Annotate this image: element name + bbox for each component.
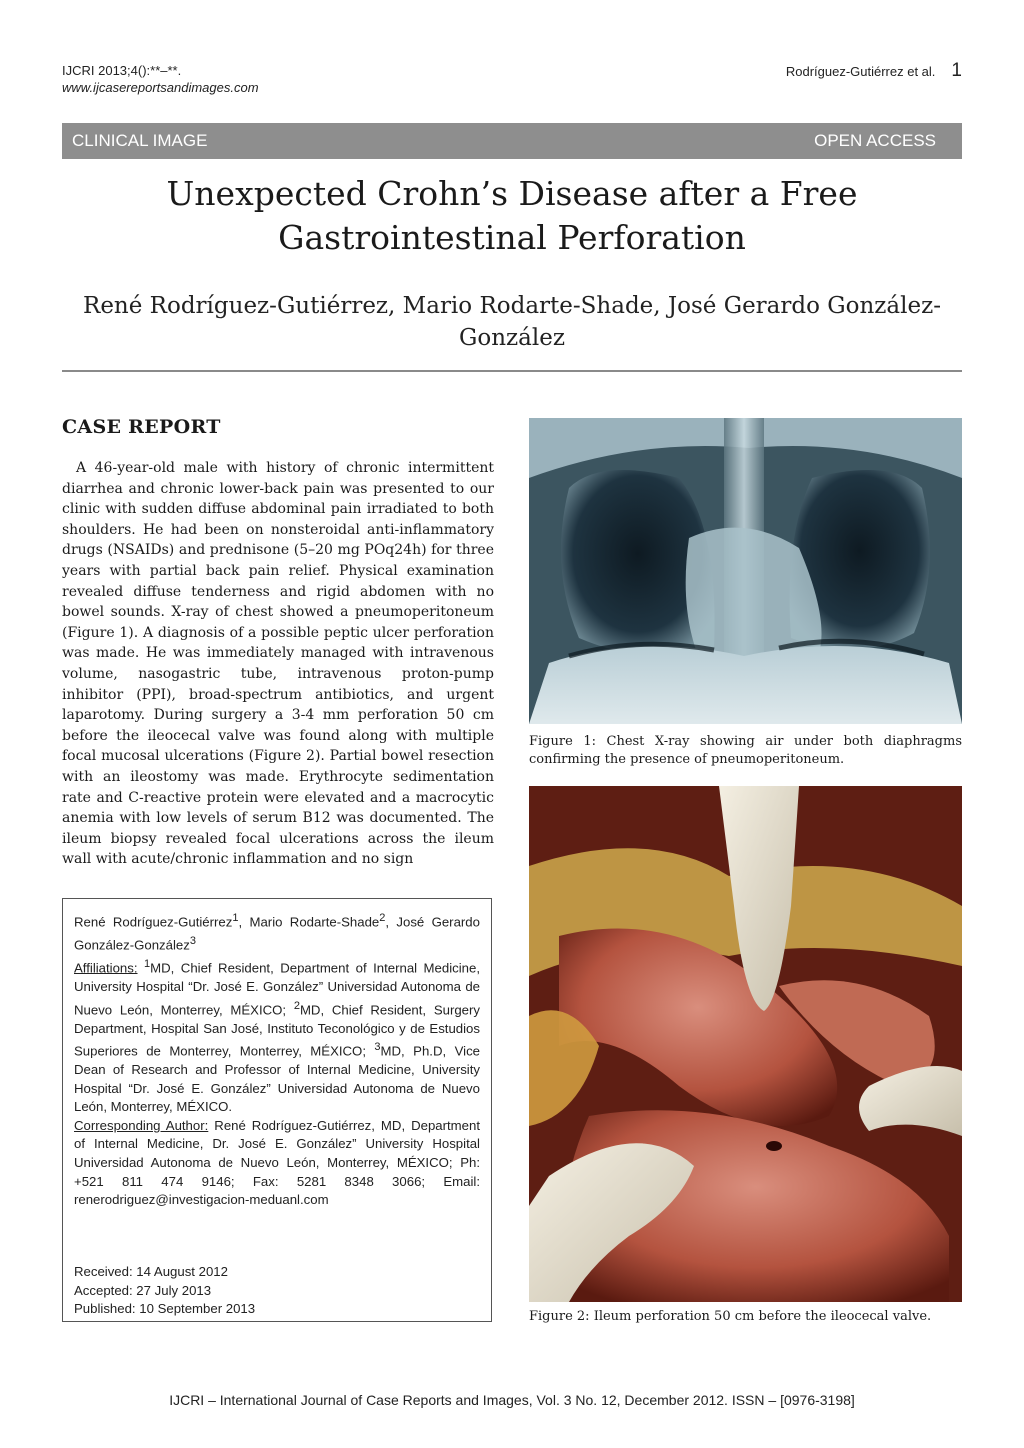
journal-citation-block xyxy=(62,62,259,96)
ileum-photo-image xyxy=(529,786,962,1302)
accepted-date: Accepted: 27 July 2013 xyxy=(74,1282,212,1298)
figure-1-caption: Figure 1: Chest X-ray showing air under both diaphragms confirming the presence of pneumoperitoneum. xyxy=(529,734,962,767)
info-authors: René Rodríguez-Gutiérrez$^1$, Mario Rodarte-Shade$^2$, José Gerardo González-González$^3$ xyxy=(74,912,480,953)
journal-url[interactable]: www.ijcasereportsandimages.com xyxy=(62,80,259,95)
affiliations: Affiliations: $^1$MD, Chief Resident, Department of Internal Medicine, University Hospital “Dr. José E. González” Universidad Autonoma de Nuevo León, Monterrey, MÉXICO; $^2$MD, Chief Resident, Surgery Department, Hospital San José, Instituto Teconológico y de Estudios Superiores de Monterrey, Monterrey, MÉXICO; $^3$MD, Ph.D, Vice Dean of Research and Professor of Internal Medicine, University Hospital “Dr. José E. González” Universidad Autonoma de Nuevo León, Monterrey, MÉXICO. xyxy=(74,957,480,1115)
received-date: Received: 14 August 2012 xyxy=(74,1264,228,1279)
article-type-label: CLINICAL IMAGE xyxy=(72,131,208,150)
article-dates xyxy=(74,1263,255,1319)
figure-2-surgical-photo xyxy=(529,786,962,1302)
title-divider xyxy=(62,370,962,372)
article-type-banner xyxy=(62,123,962,159)
journal-footer: IJCRI – International Journal of Case Reports and Images, Vol. 3 No. 12, December 2012. ISSN – [0976-3198] xyxy=(169,1392,855,1408)
open-access-label: OPEN ACCESS xyxy=(814,131,936,150)
corresponding-label: Corresponding Author: xyxy=(74,1117,209,1133)
article-title: Unexpected Crohn’s Disease after a Free Gastrointestinal Perforation xyxy=(166,174,858,257)
running-header xyxy=(786,60,962,82)
journal-citation: IJCRI 2013;4():**–**. xyxy=(62,63,182,78)
section-heading: CASE REPORT xyxy=(62,416,221,438)
author-list: René Rodríguez-Gutiérrez, Mario Rodarte-Shade, José Gerardo González-González xyxy=(83,293,941,351)
corresponding-author: Corresponding Author: René Rodríguez-Gutiérrez, MD, Department of Internal Medicine, Dr. José E. González” University Hospital Universidad Autonoma de Nuevo León, Monterrey, MÉXICO; Ph: +521 811 474 9146; Fax: 5281 8348 3066; Email: renerodriguez@investigacion-meduanl.com xyxy=(74,1117,480,1208)
affiliations-label: Affiliations: xyxy=(74,960,138,976)
page-number: 1 xyxy=(951,60,962,81)
running-author: Rodríguez-Gutiérrez et al. xyxy=(785,64,936,79)
author-info-box xyxy=(62,898,492,1322)
chest-xray-image xyxy=(529,418,962,724)
figure-2-caption: Figure 2: Ileum perforation 50 cm before the ileocecal valve. xyxy=(529,1309,932,1324)
published-date: Published: 10 September 2013 xyxy=(74,1301,256,1317)
figure-1-chest-xray xyxy=(529,418,962,724)
case-report-body: A 46-year-old male with history of chronic intermittent diarrhea and chronic lower-back pain was presented to our clinic with sudden diffuse abdominal pain irradiated to both shoulders. He had been on nonsteroidal anti-inflammatory drugs (NSAIDs) and prednisone (5–20 mg POq24h) for three years with partial back pain relief. Physical examination revealed diffuse tenderness and rigid abdomen with no bowel sounds. X-ray of chest showed a pneumoperitoneum (Figure 1). A diagnosis of a possible peptic ulcer perforation was made. He was immediately managed with intravenous volume, nasogastric tube, intravenous proton-pump inhibitor (PPI), broad-spectrum antibiotics, and urgent laparotomy. During surgery a 3-4 mm perforation 50 cm before the ileocecal valve was found along with multiple focal mucosal ulcerations (Figure 2). Partial bowel resection with an ileostomy was made. Erythrocyte sedimentation rate and C-reactive protein were elevated and a macrocytic anemia with low levels of serum B12 was documented. The ileum biopsy revealed focal ulcerations across the ileum wall with acute/chronic inflammation and no sign xyxy=(62,460,494,868)
